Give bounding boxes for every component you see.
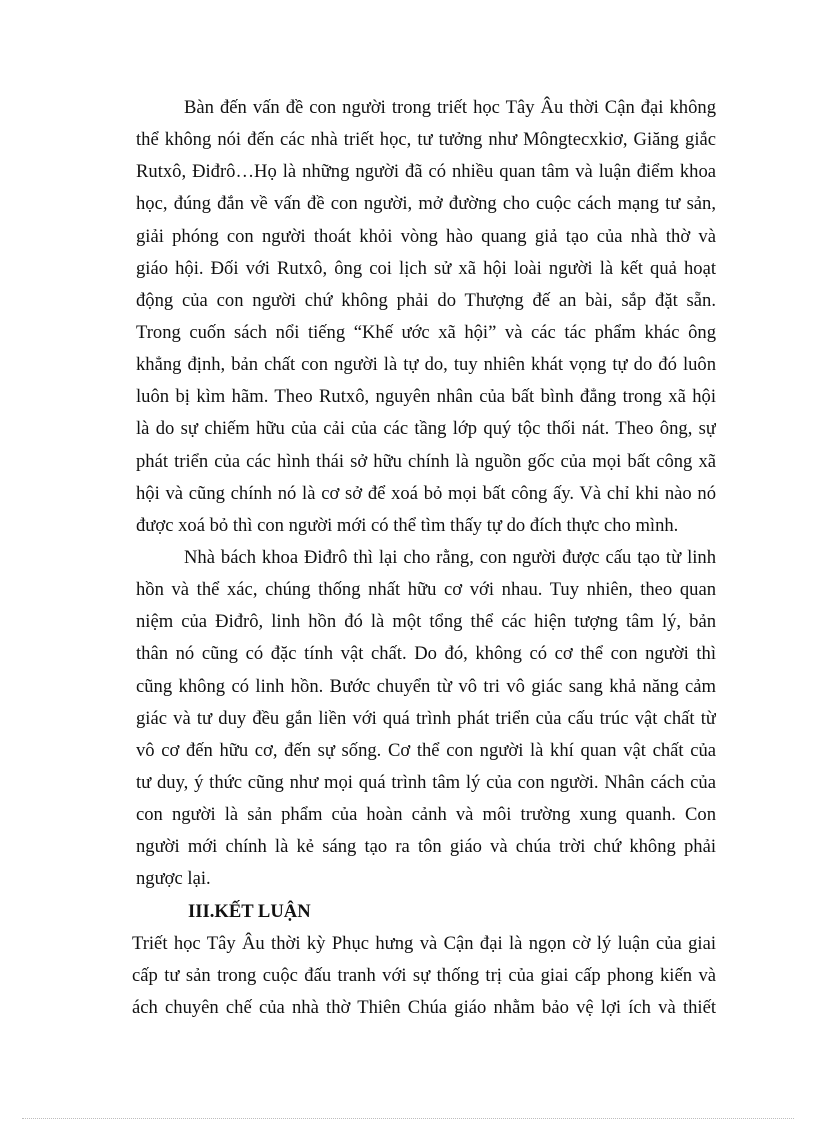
text-line: ngược lại. — [136, 868, 211, 890]
text-line: thân nó cũng có đặc tính vật chất. Do đó, không có cơ thể con người thì — [136, 643, 716, 665]
text-line: Rutxô, Điđrô…Họ là những người đã có nhiều quan tâm và luận điểm khoa — [136, 161, 716, 183]
paragraph-conclusion — [132, 928, 716, 1024]
text-line: người mới chính là kẻ sáng tạo ra tôn giáo và chúa trời chứ không phải — [136, 836, 716, 858]
text-line: là do sự chiếm hữu của cải của các tầng lớp quý tộc thối nát. Theo ông, sự — [136, 418, 716, 440]
text-line: hồn và thể xác, chúng thống nhất hữu cơ với nhau. Tuy nhiên, theo quan — [136, 579, 716, 601]
text-line: Bàn đến vấn đề con người trong triết học Tây Âu thời Cận đại không — [184, 97, 716, 118]
text-line: cấp tư sản trong cuộc đấu tranh với sự thống trị của giai cấp phong kiến và — [132, 964, 716, 986]
page-bottom-border — [22, 1118, 794, 1119]
text-line: giác và tư duy đều gắn liền với quá trình phát triển của cấu trúc vật chất từ — [136, 707, 716, 729]
text-line: vô cơ đến hữu cơ, đến sự sống. Cơ thể con người là khí quan vật chất của — [136, 739, 716, 761]
text-line: thể không nói đến các nhà triết học, tư tưởng như Môngtecxkiơ, Giăng giắc — [136, 129, 716, 151]
section-heading: III.KẾT LUẬN — [188, 900, 311, 922]
text-line: tư duy, ý thức cũng như mọi quá trình tâm lý của con người. Nhân cách của — [136, 771, 716, 793]
text-line: Nhà bách khoa Điđrô thì lại cho rằng, con người được cấu tạo từ linh — [184, 546, 716, 568]
text-line: hội và cũng chính nó là cơ sở để xoá bỏ mọi bất công ấy. Và chỉ khi nào nó — [136, 482, 716, 504]
text-line: giải phóng con người thoát khỏi vòng hào quang giả tạo của nhà thờ và — [136, 225, 716, 247]
text-line: cũng không có linh hồn. Bước chuyển từ vô tri vô giác sang khả năng cảm — [136, 675, 716, 697]
text-line: Trong cuốn sách nổi tiếng “Khế ước xã hội” và các tác phẩm khác ông — [136, 321, 716, 343]
text-line: học, đúng đắn về vấn đề con người, mở đường cho cuộc cách mạng tư sản, — [136, 193, 716, 215]
text-line: Triết học Tây Âu thời kỳ Phục hưng và Cận đại là ngọn cờ lý luận của giai — [132, 932, 716, 954]
text-line: được xoá bỏ thì con người mới có thể tìm thấy tự do đích thực cho mình. — [136, 514, 679, 536]
text-line: con người là sản phẩm của hoàn cảnh và môi trường xung quanh. Con — [136, 804, 716, 826]
text-line: luôn bị kìm hãm. Theo Rutxô, nguyên nhân của bất bình đẳng trong xã hội — [136, 386, 716, 408]
text-line: động của con người chứ không phải do Thượng đế an bài, sắp đặt sẵn. — [136, 289, 716, 311]
body-text — [132, 92, 716, 1024]
text-line: ách chuyên chế của nhà thờ Thiên Chúa giáo nhằm bảo vệ lợi ích và thiết — [132, 996, 716, 1018]
text-line: khẳng định, bản chất con người là tự do, tuy nhiên khát vọng tự do đó luôn — [136, 354, 716, 376]
text-line: niệm của Điđrô, linh hồn đó là một tổng thể các hiện tượng tâm lý, bản — [136, 611, 716, 633]
paragraph-diderot — [136, 542, 716, 896]
text-line: giáo hội. Đối với Rutxô, ông coi lịch sử xã hội loài người là kết quả hoạt — [136, 257, 716, 279]
paragraph-rousseau — [136, 92, 716, 542]
text-line: phát triển của các hình thái sở hữu chính là nguồn gốc của mọi bất công xã — [136, 450, 716, 472]
